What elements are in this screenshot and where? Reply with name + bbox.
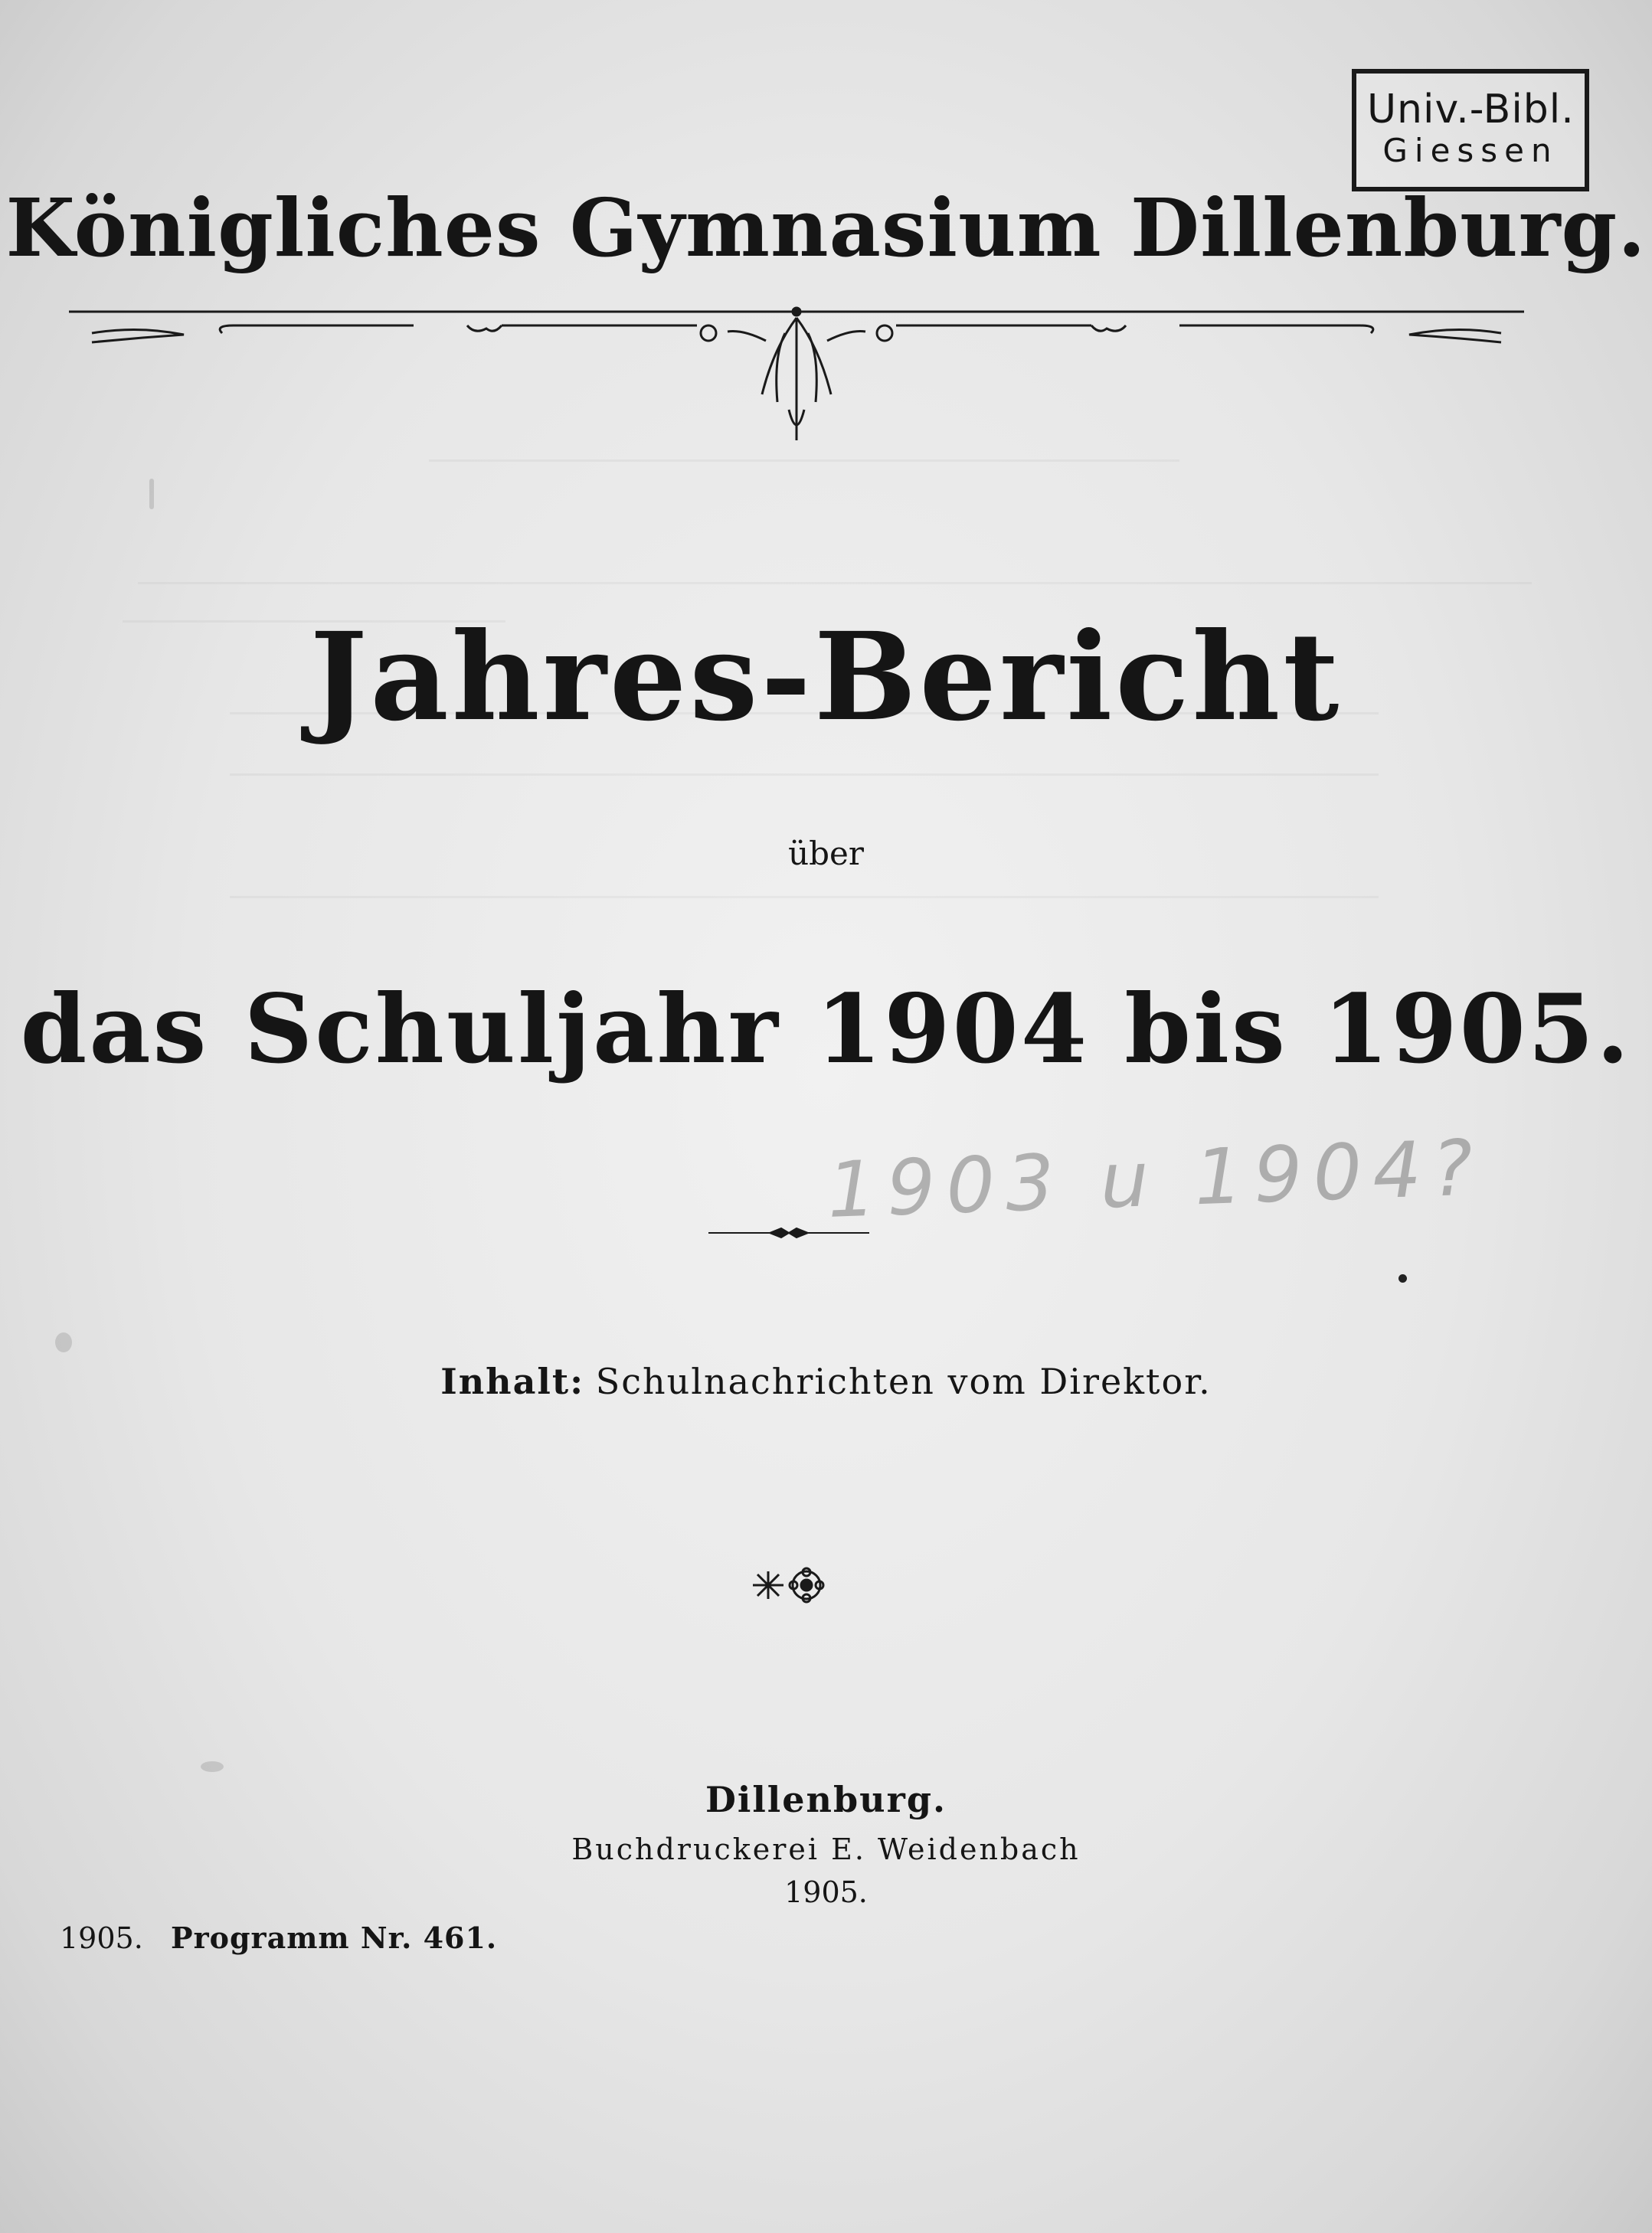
divider-ornament [708, 1221, 869, 1244]
paper-spot [55, 1332, 72, 1352]
paper-spot [201, 1761, 224, 1772]
imprint-year: 1905. [784, 1875, 868, 1909]
flower-ornament [747, 1562, 831, 1608]
contents-line [0, 1360, 1652, 1403]
program-year: 1905. [60, 1921, 143, 1955]
handwritten-pencil-note: 1903 u 1904? [826, 1123, 1485, 1235]
stamp-line-1: Univ.-Bibl. [1367, 87, 1575, 132]
imprint-printer: Buchdruckerei E. Weidenbach [571, 1832, 1081, 1866]
imprint-city: Dillenburg. [705, 1779, 947, 1820]
bleed-through-line [230, 896, 1379, 898]
contents-label: Inhalt: [440, 1361, 585, 1402]
school-year-heading: das Schuljahr 1904 bis 1905. [20, 974, 1632, 1085]
preposition-text: über [788, 835, 864, 872]
bleed-through-line [230, 773, 1379, 776]
contents-value: Schulnachrichten vom Direktor. [595, 1361, 1212, 1402]
ink-dot [1398, 1274, 1407, 1283]
paper-spot [149, 479, 154, 509]
library-stamp [1352, 69, 1589, 191]
bleed-through-line [138, 582, 1532, 584]
header-ornament [69, 302, 1524, 456]
program-label: Programm Nr. 461. [171, 1921, 498, 1955]
school-name: Königliches Gymnasium Dillenburg. [5, 181, 1647, 275]
report-title: Jahres-Bericht [309, 606, 1343, 748]
program-number [60, 1921, 497, 1956]
bleed-through-line [429, 459, 1179, 462]
stamp-line-2: Giessen [1382, 132, 1559, 169]
